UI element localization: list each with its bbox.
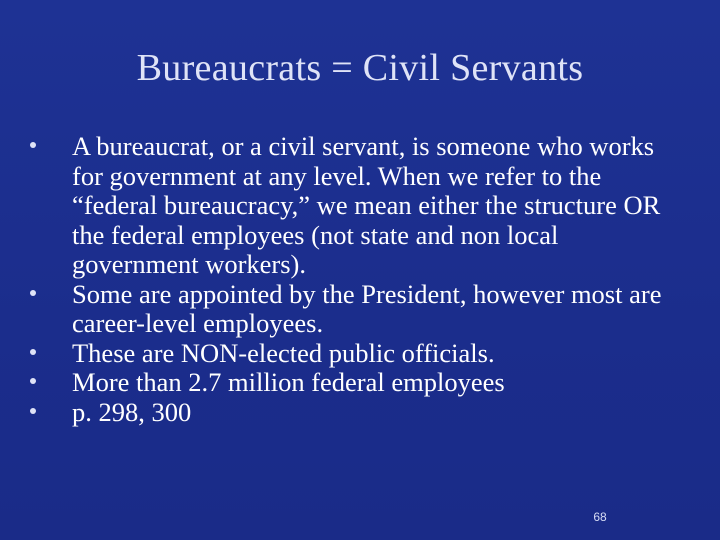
bullet-item-4 xyxy=(28,368,688,398)
bullet-item-3 xyxy=(28,339,688,369)
bullet-text: A bureaucrat, or a civil servant, is someone who works for government at any level. When we refer to the “federal bureaucracy,” we mean either the structure OR the federal employees (not state and non local government workers). xyxy=(72,131,661,279)
bullet-item-2 xyxy=(28,280,688,339)
bullet-text: Some are appointed by the President, however most are career-level employees. xyxy=(72,278,662,338)
page-number: 68 xyxy=(593,510,607,524)
bullet-item-5 xyxy=(28,398,688,428)
bullet-text: p. 298, 300 xyxy=(72,396,192,427)
bullet-dot-icon xyxy=(30,378,36,384)
bullet-dot-icon xyxy=(30,290,36,296)
bullet-dot-icon xyxy=(30,349,36,355)
bullet-text: More than 2.7 million federal employees xyxy=(72,367,505,397)
bullet-list xyxy=(28,132,688,427)
bullet-dot-icon xyxy=(30,142,36,148)
slide-title: Bureaucrats = Civil Servants xyxy=(136,47,584,89)
bullet-dot-icon xyxy=(30,408,36,414)
bullet-item-1 xyxy=(28,132,688,280)
bullet-text: These are NON-elected public officials. xyxy=(72,337,495,368)
